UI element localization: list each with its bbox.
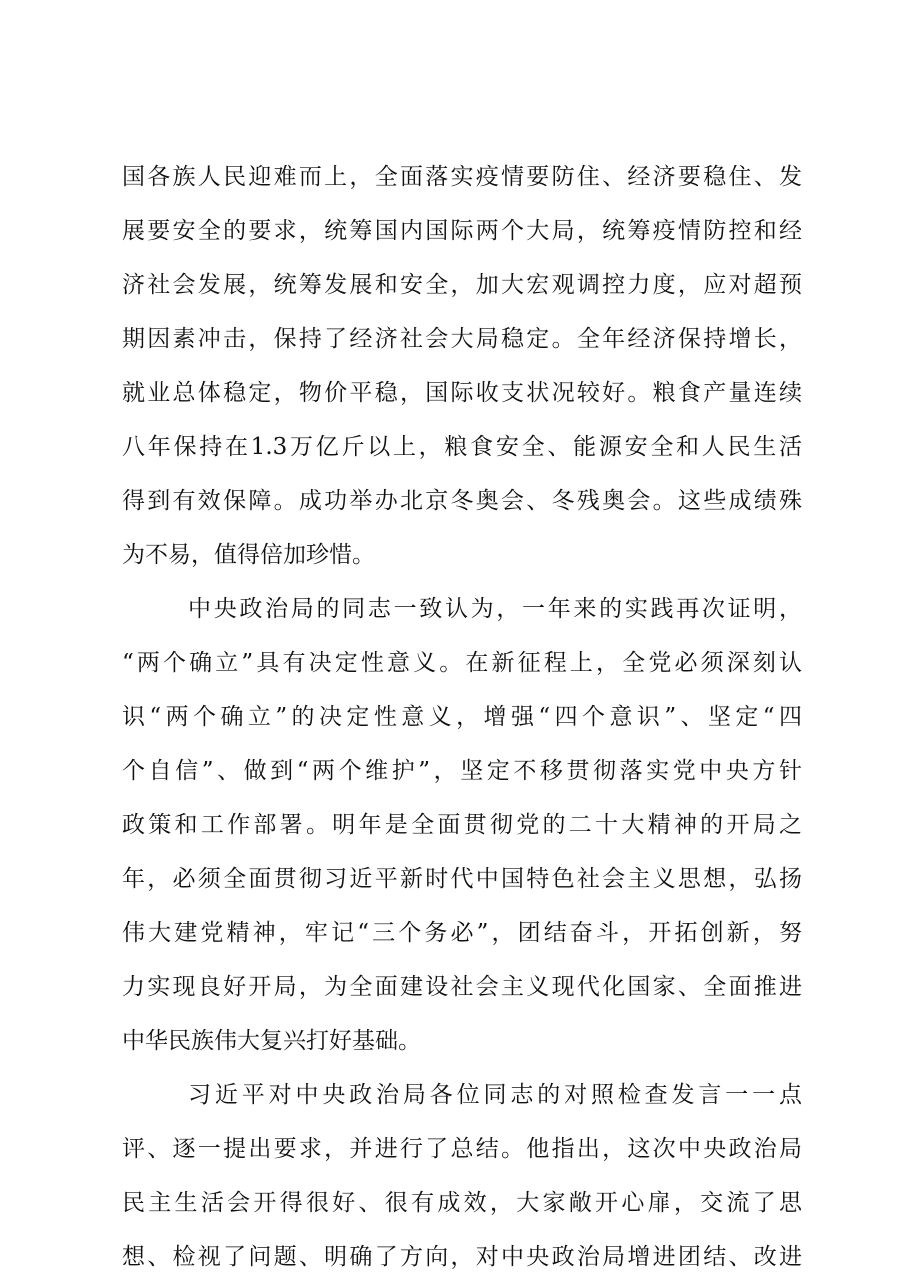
paragraph-line: 为不易，值得倍加珍惜。 [122, 542, 375, 568]
paragraph-line: 政策和工作部署。明年是全面贯彻党的二十大精神的开局之 [122, 812, 802, 838]
paragraph-line: “两个确立”具有决定性意义。在新征程上，全党必须深刻认 [122, 650, 802, 676]
paragraph-line: 就业总体稳定，物价平稳，国际收支状况较好。粮食产量连续 [122, 380, 802, 406]
paragraph-line: 展要安全的要求，统筹国内国际两个大局，统筹疫情防控和经 [122, 218, 802, 244]
paragraph-line: 年，必须全面贯彻习近平新时代中国特色社会主义思想，弘扬 [122, 866, 802, 892]
paragraph-first-line: 习近平对中央政治局各位同志的对照检查发言一一点 [188, 1082, 802, 1108]
paragraph-line: 力实现良好开局，为全面建设社会主义现代化国家、全面推进 [122, 974, 802, 1000]
paragraph-line: 识“两个确立”的决定性意义，增强“四个意识”、坚定“四 [122, 704, 802, 730]
paragraph-line: 得到有效保障。成功举办北京冬奥会、冬残奥会。这些成绩殊 [122, 488, 802, 514]
paragraph-line: 个自信”、做到“两个维护”，坚定不移贯彻落实党中央方针 [122, 758, 802, 784]
paragraph-line: 八年保持在1.3万亿斤以上，粮食安全、能源安全和人民生活 [122, 434, 802, 460]
paragraph-line: 济社会发展，统筹发展和安全，加大宏观调控力度，应对超预 [122, 272, 802, 298]
document-body [122, 150, 802, 1284]
paragraph-line: 伟大建党精神，牢记“三个务必”，团结奋斗，开拓创新，努 [122, 920, 802, 946]
paragraph-line: 期因素冲击，保持了经济社会大局稳定。全年经济保持增长， [122, 326, 802, 352]
paragraph-line: 中华民族伟大复兴打好基础。 [122, 1028, 421, 1054]
paragraph-line: 评、逐一提出要求，并进行了总结。他指出，这次中央政治局 [122, 1136, 802, 1162]
paragraph-first-line: 中央政治局的同志一致认为，一年来的实践再次证明， [188, 596, 802, 622]
paragraph-line: 国各族人民迎难而上，全面落实疫情要防住、经济要稳住、发 [122, 164, 802, 190]
paragraph-line: 民主生活会开得很好、很有成效，大家敞开心扉，交流了思 [122, 1190, 802, 1216]
paragraph-line: 想、检视了问题、明确了方向，对中央政治局增进团结、改进 [122, 1244, 802, 1270]
